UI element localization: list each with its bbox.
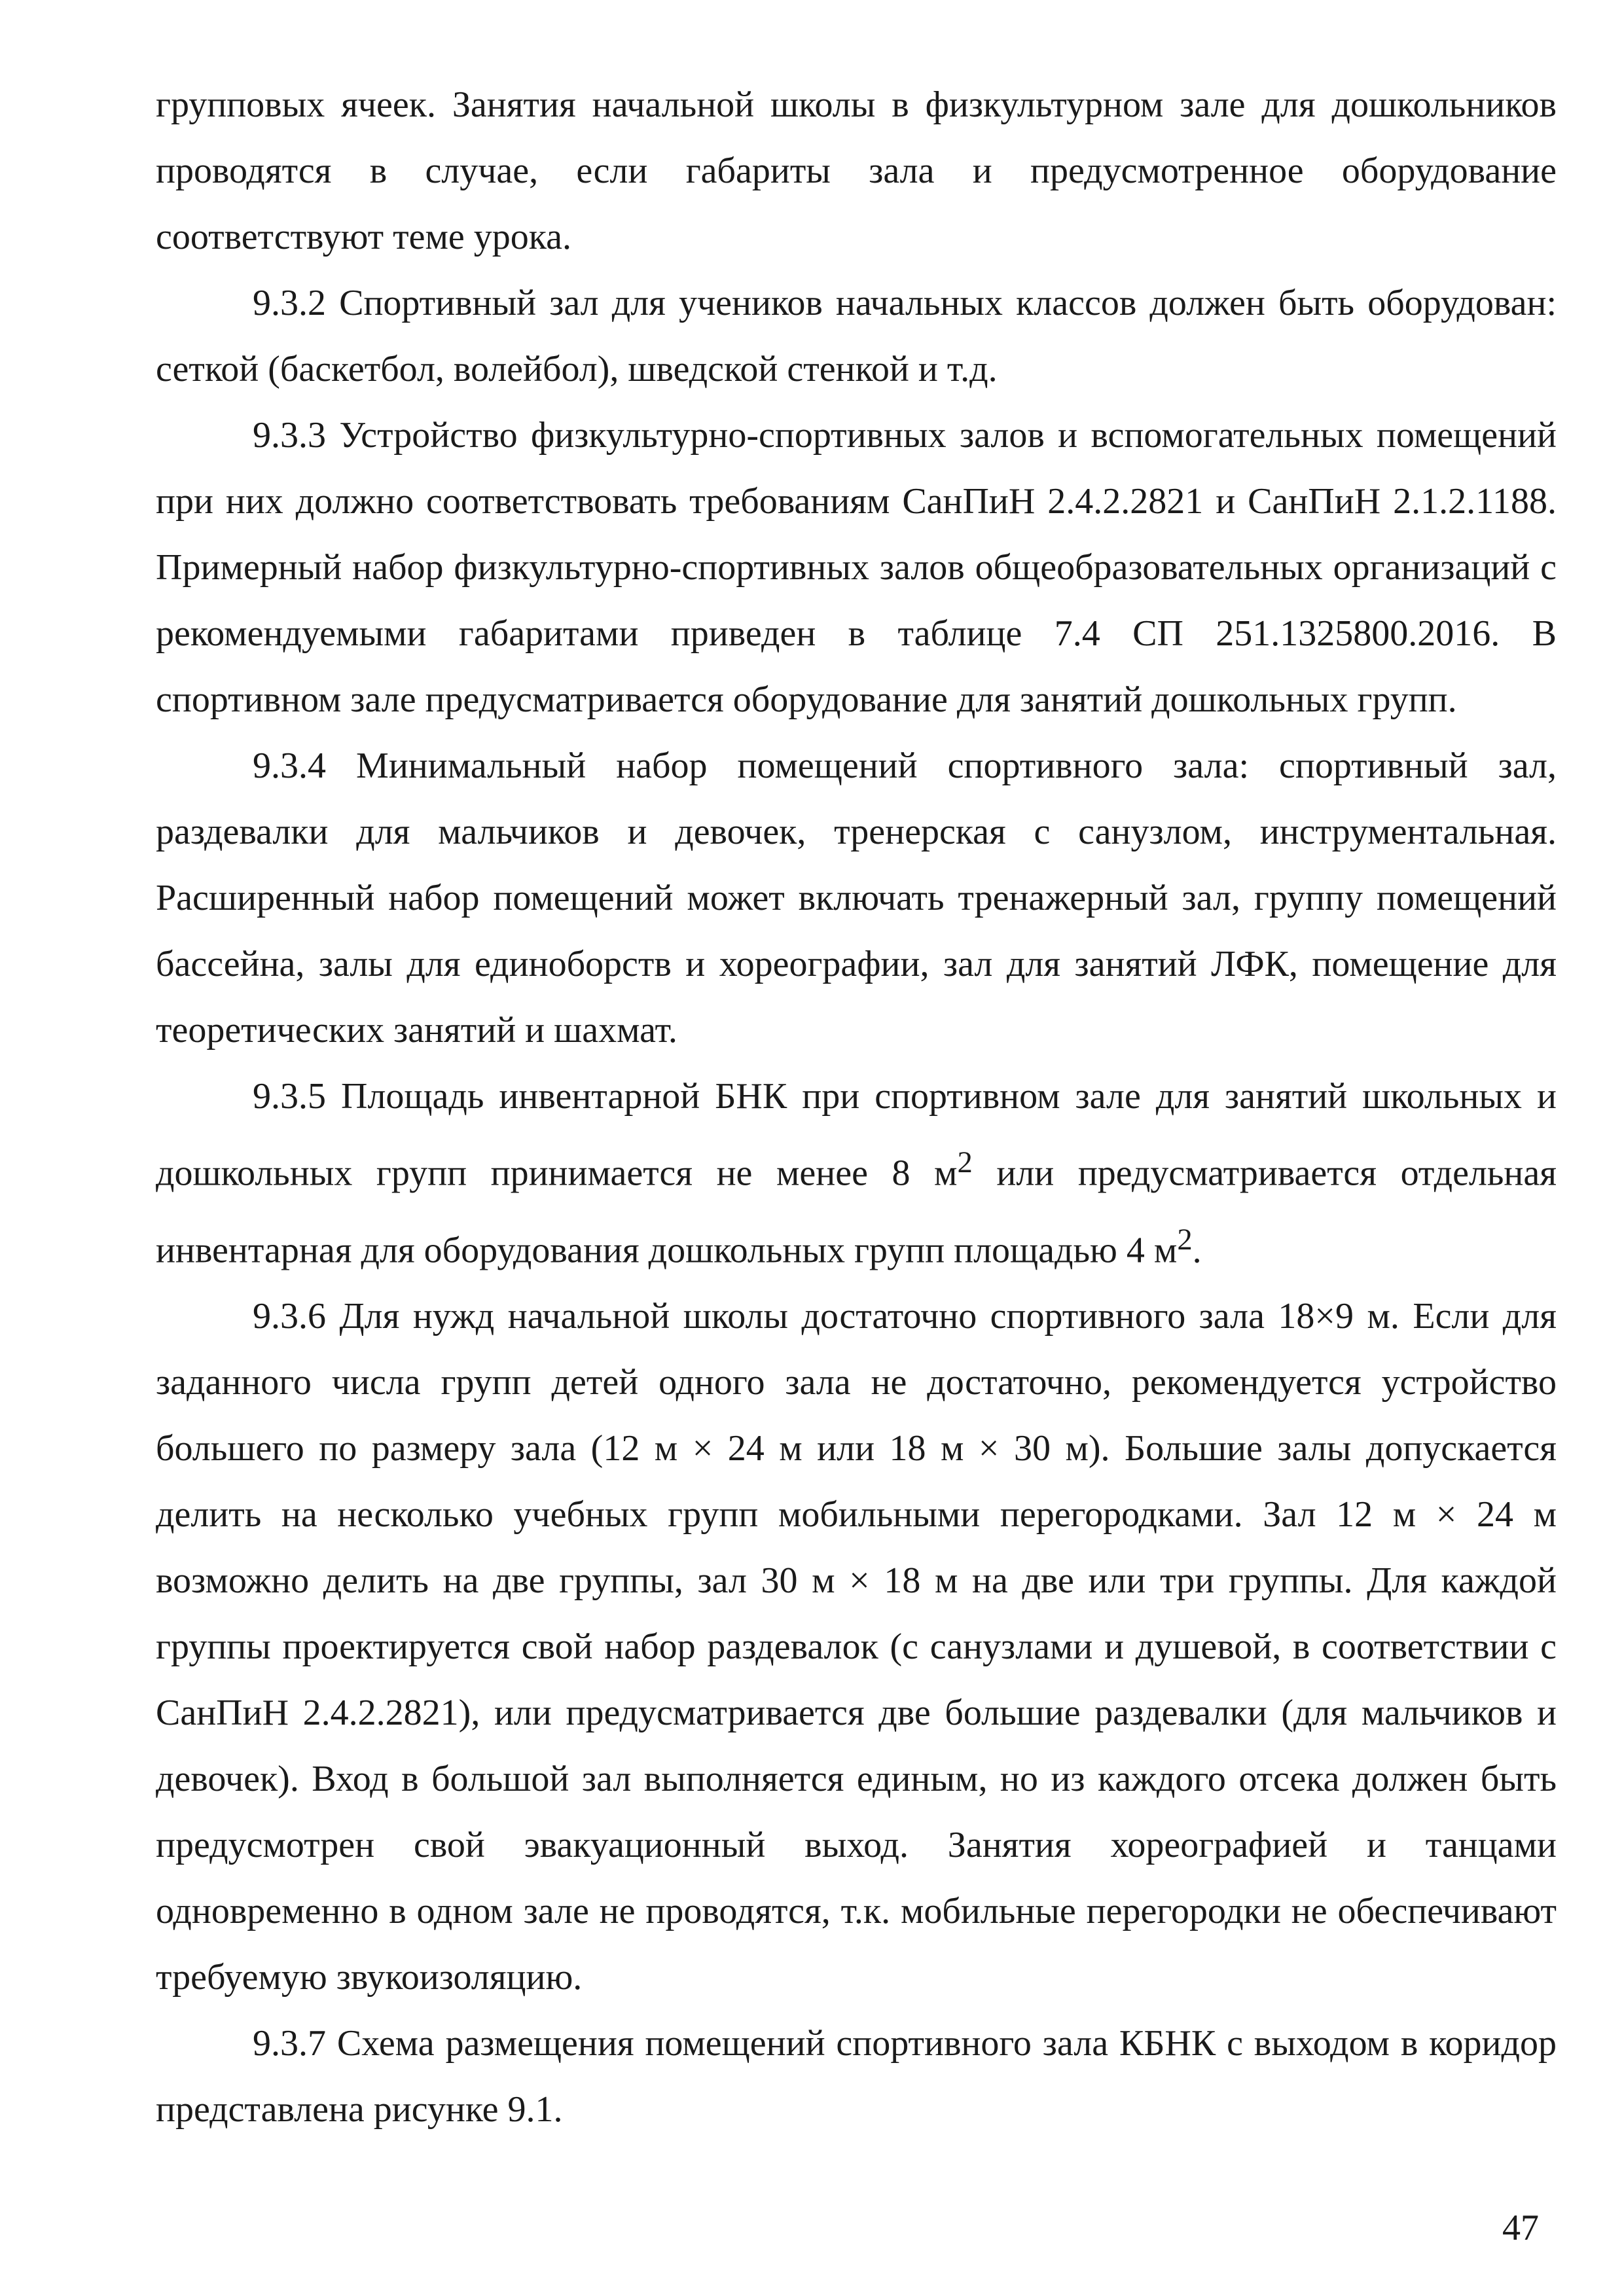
superscript-2: 2 — [1177, 1222, 1193, 1257]
paragraph-9-3-5 — [156, 1064, 1557, 1283]
paragraph-continuation: групповых ячеек. Занятия начальной школы в физкультурном зале для дошкольников проводятся в случае, если габариты зала и предусмотренное оборудование соответствуют теме урока. — [156, 84, 1557, 257]
paragraph-9-3-5-part-a: 9.3.5 Площадь инвентарной БНК при спортивном зале для занятий школьных и дошкольных групп принимается не менее 8 м — [156, 1076, 1557, 1194]
body-text — [156, 72, 1557, 2143]
paragraph-9-3-5-part-c: . — [1192, 1230, 1202, 1271]
superscript-2: 2 — [957, 1145, 973, 1179]
paragraph-9-3-4: 9.3.4 Минимальный набор помещений спортивного зала: спортивный зал, раздевалки для мальчиков и девочек, тренерская с санузлом, инструментальная. Расширенный набор помещений может включать тренажерный зал, группу помещений бассейна, залы для единоборств и хореографии, зал для занятий ЛФК, помещение для теоретических занятий и шахмат. — [156, 745, 1557, 1050]
paragraph-9-3-6: 9.3.6 Для нужд начальной школы достаточно спортивного зала 18×9 м. Если для заданного числа групп детей одного зала не достаточно, рекомендуется устройство большего по размеру зала (12 м × 24 м или 18 м × 30 м). Большие залы допускается делить на несколько учебных групп мобильными перегородками. Зал 12 м × 24 м возможно делить на две группы, зал 30 м × 18 м на две или три группы. Для каждой группы проектируется свой набор раздевалок (с санузлами и душевой, в соответствии с СанПиН 2.4.2.2821), или предусматривается две большие раздевалки (для мальчиков и девочек). Вход в большой зал выполняется единым, но из каждого отсека должен быть предусмотрен свой эвакуационный выход. Занятия хореографией и танцами одновременно в одном зале не проводятся, т.к. мобильные перегородки не обеспечивают требуемую звукоизоляцию. — [156, 1296, 1557, 1998]
page-number: 47 — [1502, 2208, 1539, 2248]
paragraph-9-3-5-part-b: или предусматривается отдельная инвентарная для оборудования дошкольных групп площадью 4 м — [156, 1153, 1557, 1271]
paragraph-9-3-7: 9.3.7 Схема размещения помещений спортивного зала КБНК с выходом в коридор представлена рисунке 9.1. — [156, 2023, 1557, 2130]
paragraph-9-3-3: 9.3.3 Устройство физкультурно-спортивных залов и вспомогательных помещений при них должно соответствовать требованиям СанПиН 2.4.2.2821 и СанПиН 2.1.2.1188. Примерный набор физкультурно-спортивных залов общеобразовательных организаций с рекомендуемыми габаритами приведен в таблице 7.4 СП 251.1325800.2016. В спортивном зале предусматривается оборудование для занятий дошкольных групп. — [156, 415, 1557, 720]
paragraph-9-3-2: 9.3.2 Спортивный зал для учеников начальных классов должен быть оборудован: сеткой (баскетбол, волейбол), шведской стенкой и т.д. — [156, 283, 1557, 389]
